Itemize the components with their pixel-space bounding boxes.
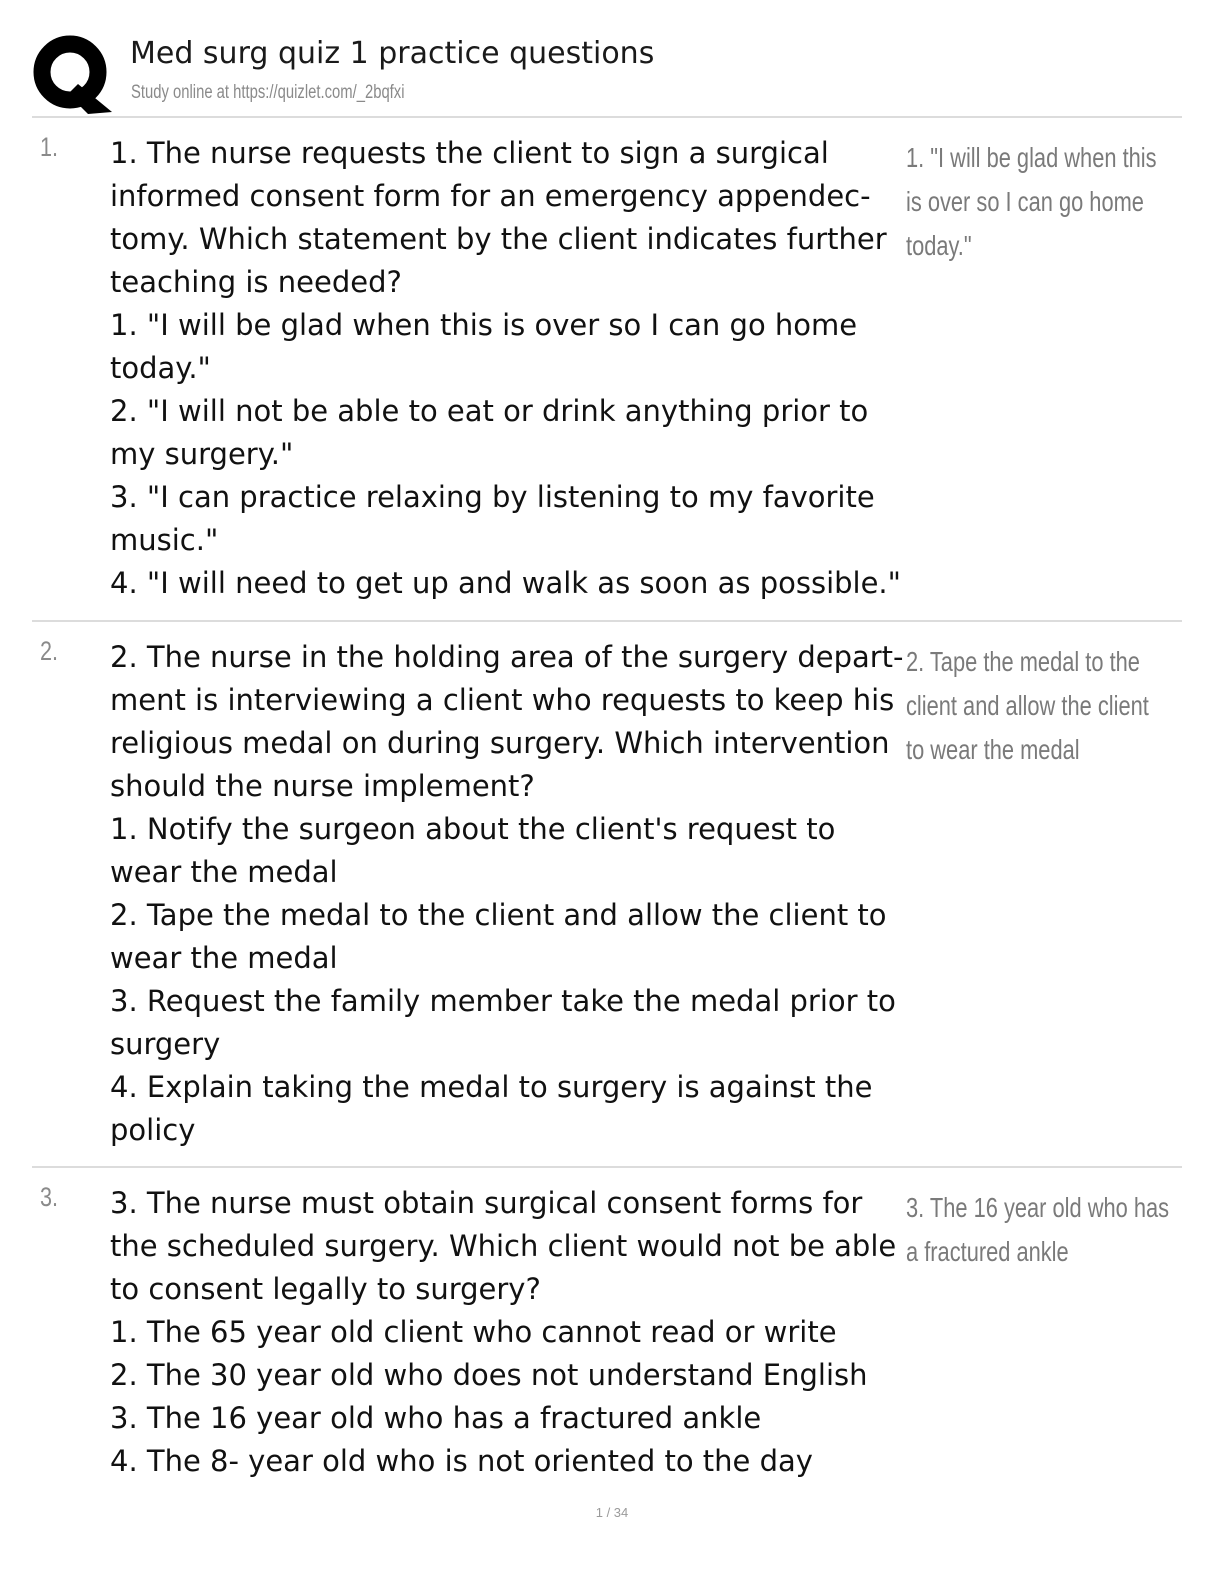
page-title: Med surg quiz 1 practice questions: [130, 36, 655, 71]
term-line: should the nurse implement?: [110, 769, 535, 803]
card-number: 3.: [40, 1182, 59, 1212]
definition-line: 3. The 16 year old who has: [906, 1192, 1170, 1223]
term-line: 3. "I can practice relaxing by listening to my favorite: [110, 480, 875, 514]
card-number: 2.: [40, 636, 59, 666]
term-line: teaching is needed?: [110, 265, 402, 299]
term-line: 1. The 65 year old client who cannot read or write: [110, 1315, 837, 1349]
term-line: 2. The nurse in the holding area of the surgery depart-: [110, 640, 904, 674]
study-online-link[interactable]: Study online at https://quizlet.com/_2bqfxi: [131, 82, 405, 103]
card-definition: [906, 640, 1163, 772]
term-line: 1. The nurse requests the client to sign a surgical: [110, 136, 829, 170]
term-line: 4. Explain taking the medal to surgery is against the: [110, 1070, 873, 1104]
term-line: 4. "I will need to get up and walk as soon as possible.": [110, 566, 901, 600]
card-term: [110, 132, 910, 605]
term-line: 3. Request the family member take the medal prior to: [110, 984, 896, 1018]
page-indicator: 1 / 34: [595, 1505, 629, 1520]
term-line: wear the medal: [110, 941, 338, 975]
header-divider: [32, 116, 1182, 118]
card-number: 1.: [40, 132, 59, 162]
definition-line: to wear the medal: [906, 734, 1080, 765]
card-divider: [32, 620, 1182, 622]
term-line: tomy. Which statement by the client indicates further: [110, 222, 887, 256]
term-line: 2. Tape the medal to the client and allow the client to: [110, 898, 887, 932]
definition-line: 2. Tape the medal to the: [906, 646, 1140, 677]
term-line: ment is interviewing a client who requests to keep his: [110, 683, 895, 717]
term-line: 2. "I will not be able to eat or drink anything prior to: [110, 394, 869, 428]
definition-line: 1. "I will be glad when this: [906, 142, 1157, 173]
definition-line: client and allow the client: [906, 690, 1149, 721]
card-definition: [906, 1186, 1170, 1274]
page-header: [32, 30, 1182, 116]
term-line: 1. "I will be glad when this is over so I can go home: [110, 308, 858, 342]
quizlet-logo-icon: [32, 34, 112, 114]
term-line: today.": [110, 351, 211, 385]
card-definition: [906, 136, 1163, 268]
card-divider: [32, 1166, 1182, 1168]
definition-line: today.": [906, 230, 972, 261]
term-line: 4. The 8- year old who is not oriented to the day: [110, 1444, 813, 1478]
term-line: informed consent form for an emergency appendec-: [110, 179, 871, 213]
term-line: policy: [110, 1113, 196, 1147]
term-line: 2. The 30 year old who does not understand English: [110, 1358, 868, 1392]
term-line: religious medal on during surgery. Which intervention: [110, 726, 890, 760]
term-line: surgery: [110, 1027, 221, 1061]
term-line: wear the medal: [110, 855, 338, 889]
definition-line: a fractured ankle: [906, 1236, 1069, 1267]
definition-line: is over so I can go home: [906, 186, 1144, 217]
term-line: to consent legally to surgery?: [110, 1272, 541, 1306]
term-line: 1. Notify the surgeon about the client's request to: [110, 812, 836, 846]
term-line: my surgery.": [110, 437, 294, 471]
term-line: music.": [110, 523, 219, 557]
term-line: the scheduled surgery. Which client would not be able: [110, 1229, 897, 1263]
term-line: 3. The nurse must obtain surgical consent forms for: [110, 1186, 863, 1220]
term-line: 3. The 16 year old who has a fractured ankle: [110, 1401, 762, 1435]
card-term: [110, 636, 910, 1152]
card-term: [110, 1182, 910, 1483]
